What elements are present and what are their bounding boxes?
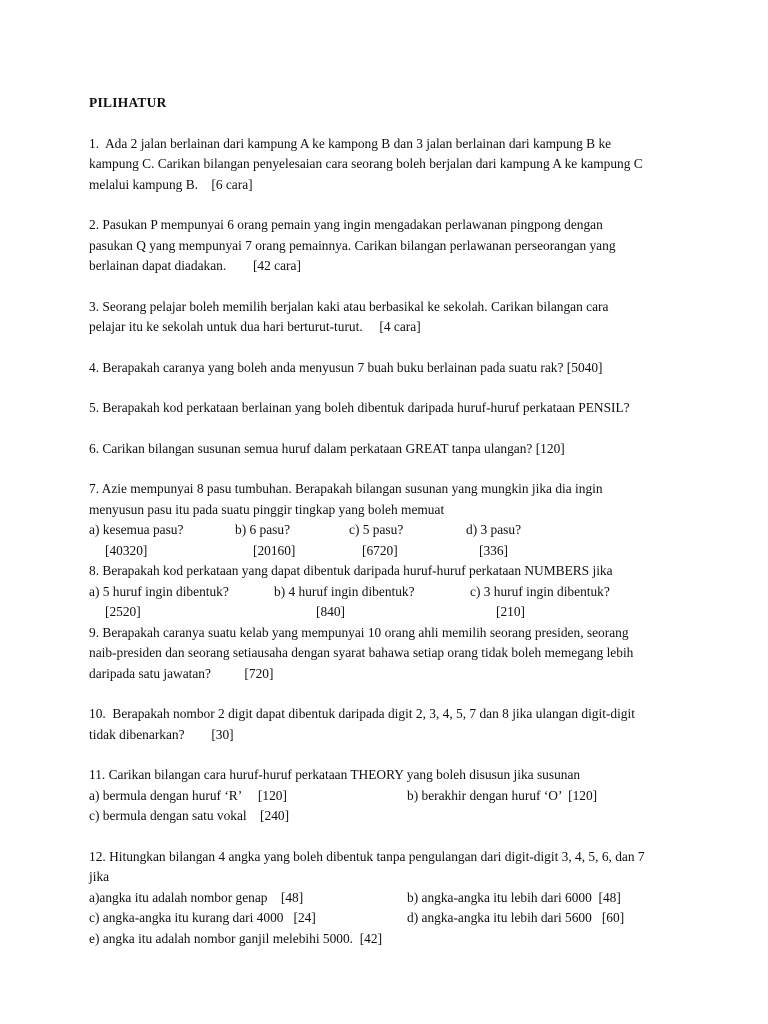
question-1-line-1: 1. Ada 2 jalan berlainan dari kampung A ke kampong B dan 3 jalan berlainan dari kampung B ke	[89, 135, 612, 151]
question-7-part-a: a) kesemua pasu?	[89, 522, 184, 537]
question-3	[89, 297, 729, 338]
question-12-parts-cd	[89, 908, 729, 929]
question-12-part-d: d) angka-angka itu lebih dari 5600 [60]	[407, 910, 625, 925]
question-8-answer-c: [210]	[496, 604, 526, 619]
question-7-answer-d: [336]	[479, 542, 509, 558]
question-8-parts	[89, 582, 729, 603]
question-2	[89, 215, 729, 277]
question-12-parts-ab	[89, 888, 729, 909]
question-9-line-1: 9. Berapakah caranya suatu kelab yang mempunyai 10 orang ahli memilih seorang presiden, seorang	[89, 624, 629, 640]
question-10	[89, 704, 729, 745]
question-11-line-1: 11. Carikan bilangan cara huruf-huruf perkataan THEORY yang boleh disusun jika susunan	[89, 767, 581, 782]
question-12-line-2: jika	[89, 869, 110, 884]
question-1-line-3: melalui kampung B. [6 cara]	[89, 176, 253, 192]
question-7-part-d: d) 3 pasu?	[466, 522, 522, 537]
question-8	[89, 561, 729, 623]
question-12-part-b: b) angka-angka itu lebih dari 6000 [48]	[407, 889, 621, 905]
question-1	[89, 134, 729, 196]
question-7-answers	[89, 541, 729, 562]
question-7-part-b: b) 6 pasu?	[235, 522, 291, 537]
question-10-line-2: tidak dibenarkan? [30]	[89, 726, 234, 742]
question-11	[89, 765, 729, 827]
question-1-line-2: kampung C. Carikan bilangan penyelesaian cara seorang boleh berjalan dari kampung A ke kampung C	[89, 156, 643, 171]
question-2-line-1: 2. Pasukan P mempunyai 6 orang pemain yang ingin mengadakan perlawanan pingpong dengan	[89, 217, 603, 232]
document-page	[89, 93, 729, 969]
question-2-line-2: pasukan Q yang mempunyai 7 orang pemainnya. Carikan bilangan perlawanan perseorangan yang	[89, 237, 616, 253]
question-10-line-1: 10. Berapakah nombor 2 digit dapat dibentuk daripada digit 2, 3, 4, 5, 7 dan 8 jika ulangan digit-digit	[89, 706, 635, 721]
question-4	[89, 358, 729, 379]
question-3-line-1: 3. Seorang pelajar boleh memilih berjalan kaki atau berbasikal ke sekolah. Carikan bilangan cara	[89, 298, 609, 314]
question-12	[89, 847, 729, 950]
question-4-line-1: 4. Berapakah caranya yang boleh anda menyusun 7 buah buku berlainan pada suatu rak? [5040]	[89, 359, 603, 375]
question-9-line-3: daripada satu jawatan? [720]	[89, 665, 274, 681]
question-11-parts-ab	[89, 786, 729, 807]
question-3-line-2: pelajar itu ke sekolah untuk dua hari berturut-turut. [4 cara]	[89, 319, 421, 334]
question-6	[89, 439, 729, 460]
question-7-answer-c: [6720]	[362, 542, 398, 558]
question-12-part-c: c) angka-angka itu kurang dari 4000 [24]	[89, 910, 316, 925]
question-8-part-a: a) 5 huruf ingin dibentuk?	[89, 583, 229, 599]
question-12-line-1: 12. Hitungkan bilangan 4 angka yang boleh dibentuk tanpa pengulangan dari digit-digit 3, 4, 5, 6, dan 7	[89, 848, 645, 864]
question-7-parts	[89, 520, 729, 541]
question-5	[89, 398, 729, 419]
question-7-answer-a: [40320]	[105, 542, 148, 558]
question-8-answer-b: [840]	[316, 604, 346, 619]
question-11-part-c: c) bermula dengan satu vokal [240]	[89, 808, 290, 823]
question-5-line-1: 5. Berapakah kod perkataan berlainan yang boleh dibentuk daripada huruf-huruf perkataan PENSIL?	[89, 400, 630, 415]
question-7	[89, 479, 729, 561]
question-9	[89, 623, 729, 685]
question-11-part-a: a) bermula dengan huruf ‘R’ [120]	[89, 787, 287, 803]
question-12-part-a: a)angka itu adalah nombor genap [48]	[89, 889, 304, 905]
question-2-line-3: berlainan dapat diadakan. [42 cara]	[89, 258, 301, 273]
question-9-line-2: naib-presiden dan seorang setiausaha dengan syarat bahawa setiap orang tidak boleh memegang lebih	[89, 645, 634, 660]
question-7-answer-b: [20160]	[253, 542, 296, 558]
question-8-answers	[89, 602, 729, 623]
question-7-line-1: 7. Azie mempunyai 8 pasu tumbuhan. Berapakah bilangan susunan yang mungkin jika dia ingin	[89, 481, 603, 496]
question-7-line-2: menyusun pasu itu pada suatu pinggir tingkap yang boleh memuat	[89, 501, 445, 517]
question-12-part-e: e) angka itu adalah nombor ganjil melebihi 5000. [42]	[89, 930, 383, 946]
question-7-part-c: c) 5 pasu?	[349, 522, 404, 537]
question-8-part-c: c) 3 huruf ingin dibentuk?	[470, 583, 610, 599]
question-8-part-b: b) 4 huruf ingin dibentuk?	[274, 583, 415, 599]
question-8-answer-a: [2520]	[105, 604, 141, 619]
question-6-line-1: 6. Carikan bilangan susunan semua huruf dalam perkataan GREAT tanpa ulangan? [120]	[89, 440, 565, 456]
question-8-line-1: 8. Berapakah kod perkataan yang dapat dibentuk daripada huruf-huruf perkataan NUMBERS jika	[89, 563, 613, 578]
question-11-part-b: b) berakhir dengan huruf ‘O’ [120]	[407, 787, 598, 803]
page-title: PILIHATUR	[89, 95, 167, 110]
